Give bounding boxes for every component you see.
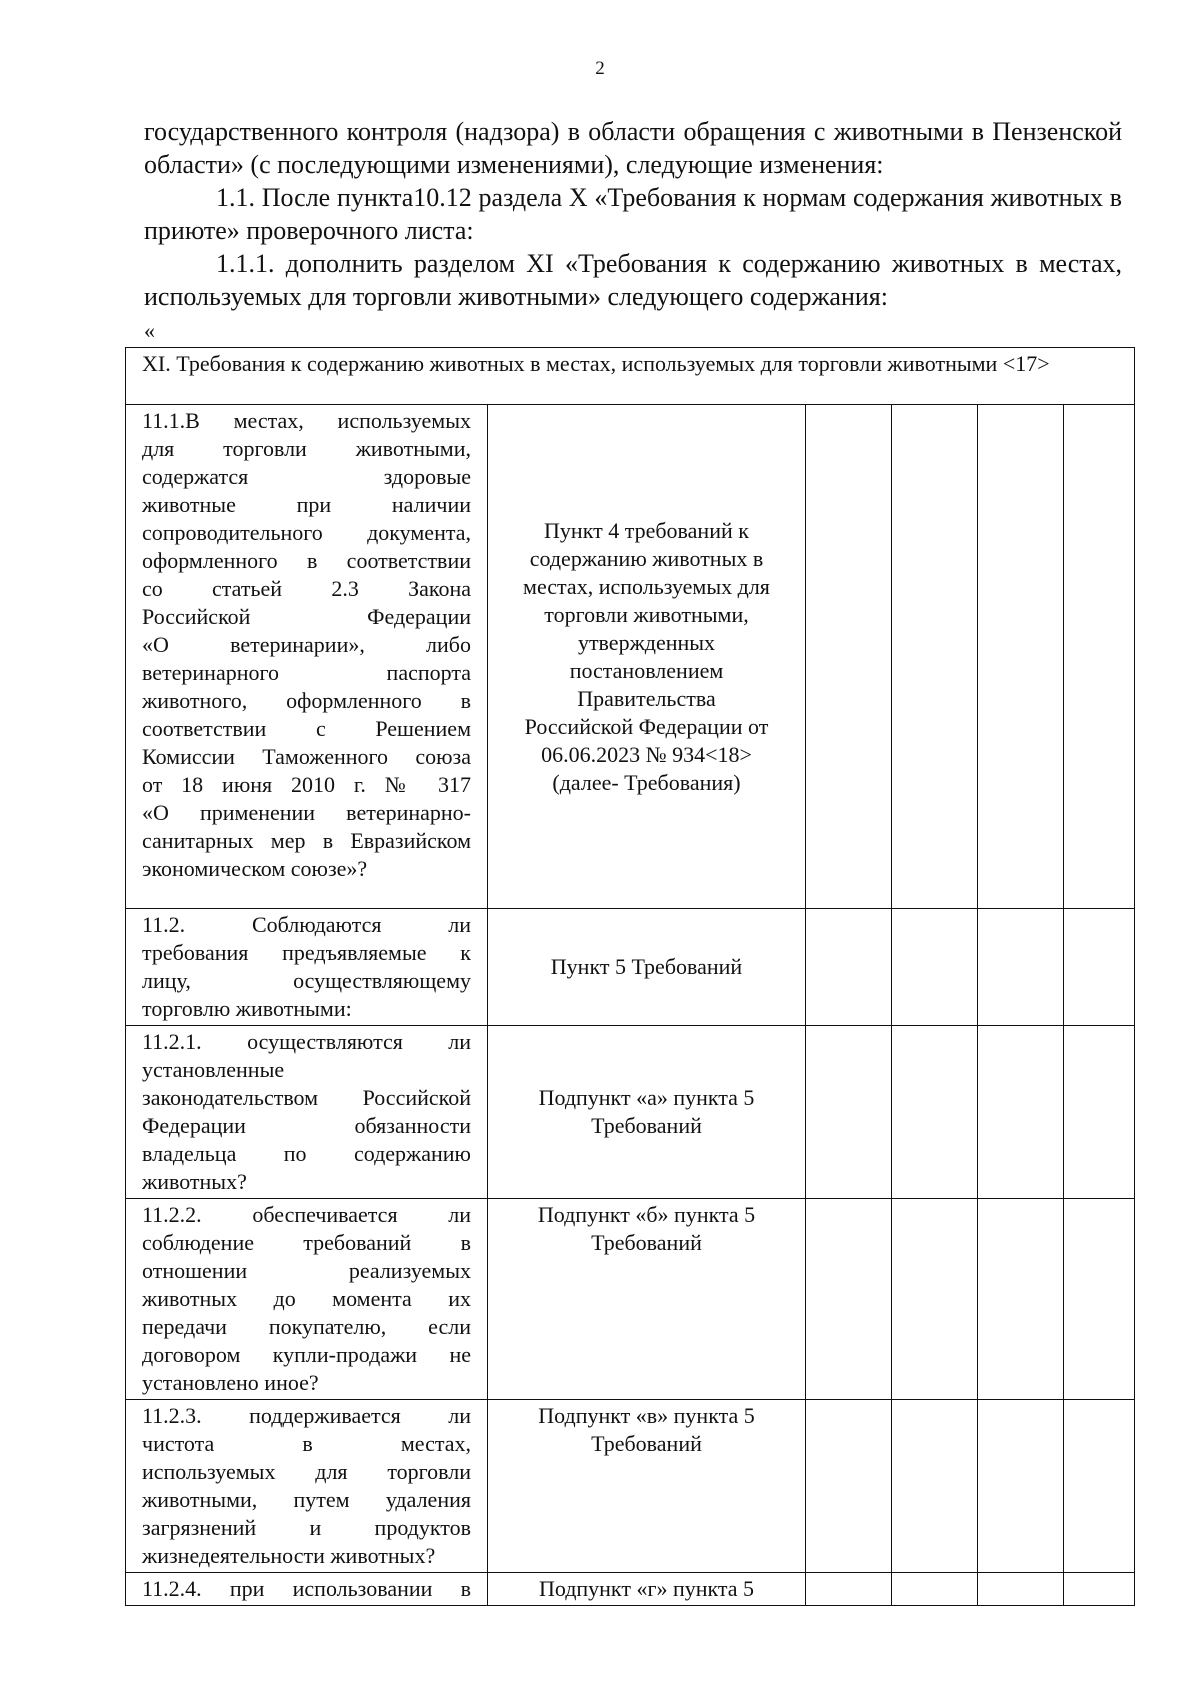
table-row — [126, 405, 1135, 909]
requirement-question — [126, 1026, 488, 1199]
question-line: установленные — [142, 1057, 285, 1082]
answer-cell[interactable] — [892, 1026, 978, 1199]
question-line: со статьей 2.3 Закона — [142, 576, 471, 601]
table-section-header-row — [126, 348, 1135, 405]
question-line: лицу, осуществляющему — [142, 968, 471, 993]
intro-paragraph-1: государственного контроля (надзора) в области обращения с животными в Пензенской области» (с последующими изменениями), следующие изменения: — [144, 117, 1122, 179]
question-line: 11.2.3. поддерживается ли — [142, 1403, 471, 1428]
answer-cell[interactable] — [892, 1573, 978, 1606]
answer-cell[interactable] — [1064, 1573, 1135, 1606]
question-line: отношении реализуемых — [142, 1258, 471, 1283]
question-line: животные при наличии — [142, 492, 471, 517]
question-line: санитарных мер в Евразийском — [142, 828, 471, 853]
answer-cell[interactable] — [1064, 1400, 1135, 1573]
answer-cell[interactable] — [806, 1400, 892, 1573]
question-line: установлено иное? — [142, 1370, 319, 1395]
question-line: экономическом союзе»? — [142, 856, 368, 881]
question-line: 11.1.В местах, используемых — [142, 408, 471, 433]
answer-cell[interactable] — [806, 1199, 892, 1400]
legal-reference — [488, 1026, 806, 1199]
legal-reference — [488, 909, 806, 1026]
answer-cell[interactable] — [978, 1199, 1064, 1400]
requirement-question — [126, 1573, 488, 1606]
intro-paragraph-3: 1.1.1. дополнить разделом XI «Требования к содержанию животных в местах, используемых для торговли животными» следующего содержания: — [144, 249, 1122, 311]
question-line: жизнедеятельности животных? — [142, 1543, 436, 1568]
intro-text — [144, 115, 1122, 313]
reference-line: Подпункт «г» пункта 5 — [538, 1576, 755, 1601]
answer-cell[interactable] — [978, 1026, 1064, 1199]
question-line: животных? — [142, 1169, 247, 1194]
question-line: Комиссии Таможенного союза — [142, 744, 471, 769]
question-line: передачи покупателю, если — [142, 1314, 471, 1339]
answer-cell[interactable] — [978, 405, 1064, 909]
question-line: требования предъявляемые к — [142, 940, 471, 965]
requirement-question — [126, 1199, 488, 1400]
question-line: «О применении ветеринарно- — [142, 800, 471, 825]
answer-cell[interactable] — [892, 1199, 978, 1400]
question-line: сопроводительного документа, — [142, 520, 471, 545]
answer-cell[interactable] — [1064, 405, 1135, 909]
answer-cell[interactable] — [806, 909, 892, 1026]
reference-line: торговли животными, — [544, 601, 749, 627]
requirement-question — [126, 1400, 488, 1573]
table-row — [126, 909, 1135, 1026]
question-line: Федерации обязанности — [142, 1113, 471, 1138]
reference-line: Подпункт «а» пункта 5 — [538, 1085, 755, 1110]
question-line: владельца по содержанию — [142, 1141, 471, 1166]
reference-line: Российской Федерации от — [524, 713, 769, 739]
reference-line: содержанию животных в — [529, 545, 764, 571]
question-line: 11.2.1. осуществляются ли — [142, 1029, 471, 1054]
answer-cell[interactable] — [806, 1573, 892, 1606]
answer-cell[interactable] — [892, 1400, 978, 1573]
question-line: для торговли животными, — [142, 436, 471, 461]
answer-cell[interactable] — [892, 909, 978, 1026]
table-row — [126, 1573, 1135, 1606]
reference-line: Пункт 4 требований к — [544, 517, 749, 543]
intro-paragraph-2: 1.1. После пункта10.12 раздела X «Требования к нормам содержания животных в приюте» проверочного листа: — [144, 183, 1122, 245]
legal-reference — [488, 405, 806, 909]
reference-line: Подпункт «в» пункта 5 — [538, 1403, 755, 1428]
question-line: 11.2.2. обеспечивается ли — [142, 1202, 471, 1227]
opening-quote: « — [144, 318, 155, 343]
page-number: 2 — [595, 58, 605, 79]
reference-line: Правительства — [577, 685, 716, 711]
reference-line: Пункт 5 Требований — [550, 954, 743, 979]
question-line: животными, путем удаления — [142, 1487, 471, 1512]
reference-line: 06.06.2023 № 934<18> — [541, 741, 752, 767]
reference-line: Подпункт «б» пункта 5 — [537, 1202, 756, 1227]
question-line: 11.2. Соблюдаются ли — [142, 912, 471, 937]
reference-line: Требований — [591, 1113, 702, 1138]
answer-cell[interactable] — [806, 1026, 892, 1199]
question-line: «О ветеринарии», либо — [142, 632, 471, 657]
reference-line: Требований — [591, 1431, 702, 1456]
answer-cell[interactable] — [1064, 1199, 1135, 1400]
answer-cell[interactable] — [806, 405, 892, 909]
question-line: соблюдение требований в — [142, 1230, 471, 1255]
question-line: договором купли-продажи не — [142, 1342, 471, 1367]
question-line: торговлю животными: — [142, 996, 352, 1021]
reference-line: постановлением — [569, 657, 724, 683]
question-line: содержатся здоровые — [142, 464, 471, 489]
question-line: животных до момента их — [142, 1286, 471, 1311]
question-line: ветеринарного паспорта — [142, 660, 471, 685]
section-header: XI. Требования к содержанию животных в местах, используемых для торговли животными <17> — [126, 348, 1135, 405]
reference-line: местах, используемых для — [523, 573, 770, 599]
question-line: 11.2.4. при использовании в — [142, 1576, 471, 1601]
question-line: животного, оформленного в — [142, 688, 471, 713]
answer-cell[interactable] — [892, 405, 978, 909]
answer-cell[interactable] — [978, 1573, 1064, 1606]
question-line: соответствии с Решением — [142, 716, 471, 741]
table-row — [126, 1199, 1135, 1400]
question-line: от 18 июня 2010 г. № 317 — [142, 772, 471, 797]
reference-line: утвержденных — [577, 629, 716, 655]
table-row — [126, 1400, 1135, 1573]
table-row — [126, 1026, 1135, 1199]
requirement-question — [126, 405, 488, 909]
requirement-question — [126, 909, 488, 1026]
answer-cell[interactable] — [978, 909, 1064, 1026]
answer-cell[interactable] — [1064, 1026, 1135, 1199]
reference-line: Требований — [591, 1230, 702, 1255]
question-line: оформленного в соответствии — [142, 548, 471, 573]
question-line: загрязнений и продуктов — [142, 1515, 471, 1540]
legal-reference — [488, 1199, 806, 1400]
answer-cell[interactable] — [978, 1400, 1064, 1573]
legal-reference — [488, 1400, 806, 1573]
legal-reference — [488, 1573, 806, 1606]
question-line: чистота в местах, — [142, 1431, 471, 1456]
question-line: используемых для торговли — [142, 1459, 471, 1484]
question-line: Российской Федерации — [142, 604, 471, 629]
reference-line: (далее- Требования) — [552, 769, 741, 795]
question-line: законодательством Российской — [142, 1085, 471, 1110]
checklist-table — [125, 347, 1135, 1606]
answer-cell[interactable] — [1064, 909, 1135, 1026]
